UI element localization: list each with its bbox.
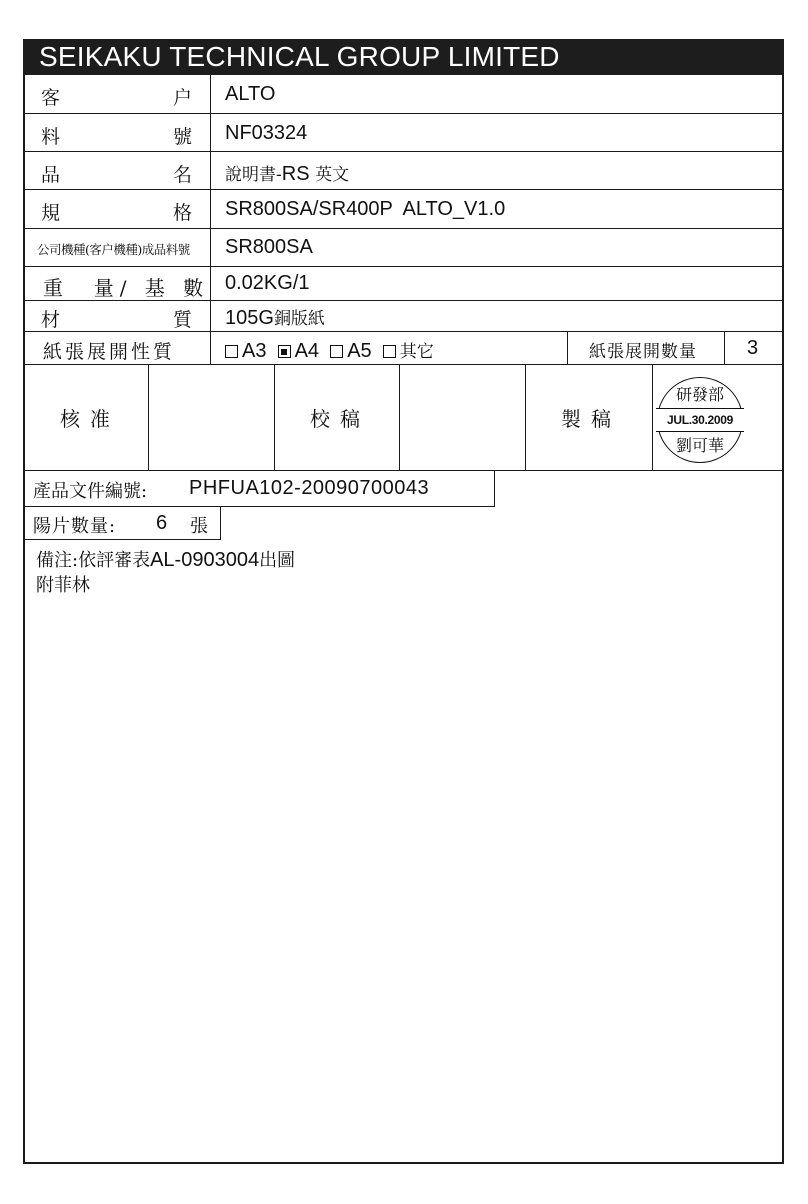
value-spec: SR800SA/SR400P ALTO_V1.0 — [225, 198, 506, 220]
row-product-name — [23, 152, 784, 190]
row-spec — [23, 190, 784, 229]
label-customer: 客 户 — [23, 75, 211, 113]
stamp-date: JUL.30.2009 — [656, 408, 744, 432]
label-paper: 紙張展開性質 — [23, 332, 211, 364]
value-part-number: NF03324 — [225, 122, 308, 144]
paper-count-divider — [724, 332, 725, 364]
remarks-code: AL-0903004 — [150, 549, 260, 571]
stamp-name: 劉可華 — [675, 436, 724, 455]
signoff-approve-label: 核准 — [60, 407, 120, 431]
value-customer: ALTO — [225, 83, 276, 105]
sheet-count-unit: 張 — [190, 516, 208, 537]
row-material — [23, 301, 784, 332]
remarks-suffix: 出圖 — [259, 550, 296, 571]
label-product-name: 品 名 — [23, 152, 211, 189]
value-product-name: 說明書-RS 英文 — [225, 163, 350, 185]
row-model — [23, 229, 784, 267]
doc-number-label: 產品文件編號: — [33, 481, 148, 502]
remarks — [36, 547, 295, 597]
doc-number-box — [23, 471, 495, 507]
sheet-count-box — [23, 507, 221, 540]
sheet-count-value: 6 — [156, 512, 168, 534]
signoff-made-label: 製稿 — [561, 407, 621, 431]
row-customer — [23, 75, 784, 114]
sheet-count-label: 陽片數量: — [33, 516, 117, 537]
row-weight — [23, 267, 784, 301]
value-material: 105G銅版紙 — [225, 307, 325, 329]
doc-number-value: PHFUA102-20090700043 — [189, 477, 430, 499]
paper-options: A3 A4 A5 其它 — [225, 337, 434, 363]
row-part-number — [23, 114, 784, 152]
company-header: SEIKAKU TECHNICAL GROUP LIMITED — [23, 39, 784, 75]
stamp-dept: 研發部 — [675, 385, 724, 404]
remarks-label: 備注:依評審表 — [36, 550, 151, 571]
row-paper — [23, 332, 784, 365]
paper-count-value: 3 — [747, 337, 759, 359]
paper-divider — [567, 332, 568, 364]
paper-a3-checkbox[interactable] — [225, 345, 238, 358]
signoff-review-label: 校稿 — [310, 407, 370, 431]
label-model: 公司機種(客户機種)成品料號 — [23, 229, 211, 266]
label-weight: 重 量/ 基 數 — [23, 267, 211, 300]
paper-a5-checkbox[interactable] — [330, 345, 343, 358]
paper-a4-checkbox[interactable] — [278, 345, 291, 358]
label-part-number: 料 號 — [23, 114, 211, 151]
remarks-line2: 附菲林 — [36, 575, 90, 596]
paper-count-label: 紙張展開數量 — [589, 342, 697, 362]
label-spec: 規 格 — [23, 190, 211, 228]
paper-other-checkbox[interactable] — [383, 345, 396, 358]
value-model: SR800SA — [225, 236, 313, 258]
value-weight: 0.02KG/1 — [225, 272, 310, 294]
department-stamp — [657, 377, 743, 463]
label-material: 材 質 — [23, 301, 211, 331]
